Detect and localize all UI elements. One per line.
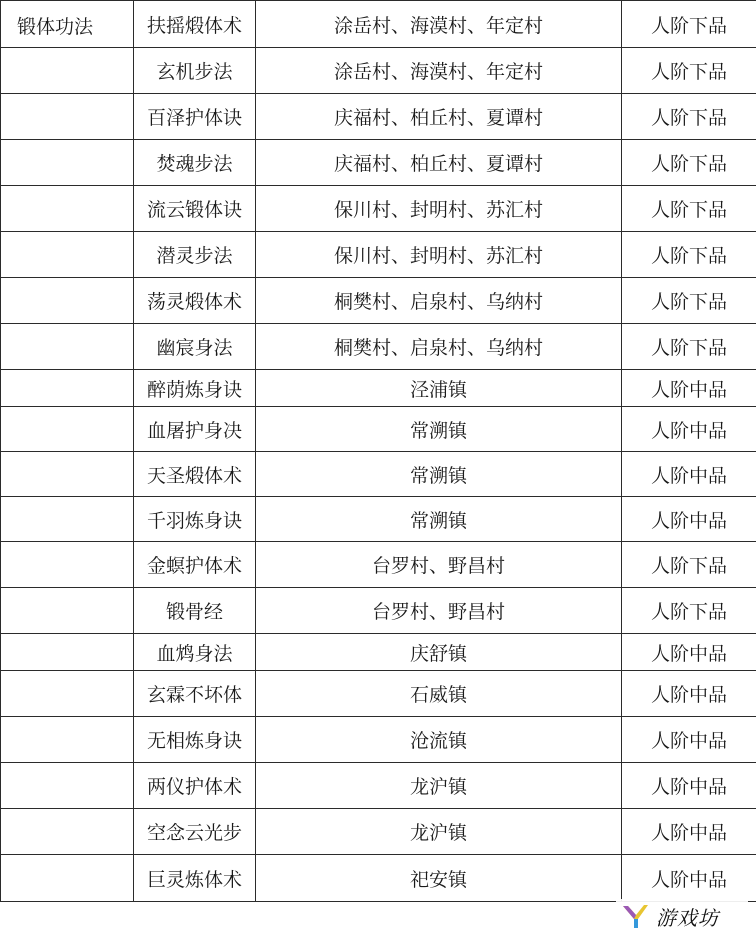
- grade-cell: 人阶中品: [622, 407, 756, 452]
- table-row: [1, 370, 756, 407]
- table-row: [1, 588, 756, 634]
- table-row: [1, 855, 756, 902]
- skill-name-cell: 无相炼身诀: [134, 717, 256, 763]
- grade-cell: 人阶中品: [622, 370, 756, 407]
- location-cell: 龙沪镇: [256, 763, 622, 809]
- grade-cell: 人阶中品: [622, 717, 756, 763]
- youxifang-logo-icon: [620, 901, 650, 931]
- skill-name-cell: 空念云光步: [134, 809, 256, 855]
- grade-cell: 人阶中品: [622, 671, 756, 717]
- skill-name-cell: 潜灵步法: [134, 232, 256, 278]
- table-row: [1, 48, 756, 94]
- table-row: [1, 809, 756, 855]
- skill-name-cell: 百泽护体诀: [134, 94, 256, 140]
- skill-name-cell: 天圣煅体术: [134, 452, 256, 497]
- category-cell-empty: [1, 232, 134, 278]
- skill-name-cell: 血屠护身决: [134, 407, 256, 452]
- skill-name-cell: 千羽炼身诀: [134, 497, 256, 542]
- grade-cell: 人阶下品: [622, 140, 756, 186]
- location-cell: 桐樊村、启泉村、乌纳村: [256, 324, 622, 370]
- table-row: [1, 634, 756, 671]
- grade-cell: 人阶中品: [622, 809, 756, 855]
- skill-name-cell: 醉荫炼身诀: [134, 370, 256, 407]
- skill-name-cell: 焚魂步法: [134, 140, 256, 186]
- skill-name-cell: 巨灵炼体术: [134, 855, 256, 902]
- table-row: [1, 542, 756, 588]
- skill-name-cell: 幽宸身法: [134, 324, 256, 370]
- category-cell-empty: [1, 542, 134, 588]
- location-cell: 涂岳村、海漠村、年定村: [256, 48, 622, 94]
- location-cell: 台罗村、野昌村: [256, 588, 622, 634]
- grade-cell: 人阶中品: [622, 855, 756, 902]
- grade-cell: 人阶下品: [622, 232, 756, 278]
- table-row: [1, 324, 756, 370]
- category-cell-empty: [1, 671, 134, 717]
- grade-cell: 人阶下品: [622, 1, 756, 48]
- category-cell-empty: [1, 278, 134, 324]
- grade-cell: 人阶中品: [622, 634, 756, 671]
- grade-cell: 人阶下品: [622, 588, 756, 634]
- location-cell: 涂岳村、海漠村、年定村: [256, 1, 622, 48]
- table-row: [1, 278, 756, 324]
- location-cell: 沧流镇: [256, 717, 622, 763]
- category-cell-empty: [1, 588, 134, 634]
- watermark-text: 游戏坊: [656, 905, 719, 930]
- skill-name-cell: 金螟护体术: [134, 542, 256, 588]
- location-cell: 保川村、封明村、苏汇村: [256, 232, 622, 278]
- category-cell: 锻体功法: [1, 1, 134, 48]
- location-cell: 庆舒镇: [256, 634, 622, 671]
- skill-name-cell: 流云锻体诀: [134, 186, 256, 232]
- watermark: [616, 899, 748, 933]
- location-cell: 石威镇: [256, 671, 622, 717]
- category-cell-empty: [1, 763, 134, 809]
- category-cell-empty: [1, 717, 134, 763]
- location-cell: 泾浦镇: [256, 370, 622, 407]
- location-cell: 桐樊村、启泉村、乌纳村: [256, 278, 622, 324]
- location-cell: 保川村、封明村、苏汇村: [256, 186, 622, 232]
- grade-cell: 人阶下品: [622, 186, 756, 232]
- location-cell: 常溯镇: [256, 452, 622, 497]
- table-row: [1, 497, 756, 542]
- skill-name-cell: 血鸩身法: [134, 634, 256, 671]
- grade-cell: 人阶下品: [622, 94, 756, 140]
- skill-name-cell: 两仪护体术: [134, 763, 256, 809]
- category-cell-empty: [1, 140, 134, 186]
- table-row: [1, 186, 756, 232]
- category-cell-empty: [1, 452, 134, 497]
- location-cell: 庆福村、柏丘村、夏谭村: [256, 94, 622, 140]
- location-cell: 龙沪镇: [256, 809, 622, 855]
- skill-name-cell: 玄霖不坏体: [134, 671, 256, 717]
- table-row: [1, 671, 756, 717]
- category-cell-empty: [1, 48, 134, 94]
- grade-cell: 人阶中品: [622, 497, 756, 542]
- category-cell-empty: [1, 94, 134, 140]
- location-cell: 祀安镇: [256, 855, 622, 902]
- table-row: [1, 407, 756, 452]
- location-cell: 常溯镇: [256, 407, 622, 452]
- grade-cell: 人阶下品: [622, 324, 756, 370]
- category-cell-empty: [1, 370, 134, 407]
- table-row: [1, 140, 756, 186]
- category-cell-empty: [1, 407, 134, 452]
- location-cell: 台罗村、野昌村: [256, 542, 622, 588]
- grade-cell: 人阶中品: [622, 452, 756, 497]
- location-cell: 常溯镇: [256, 497, 622, 542]
- grade-cell: 人阶中品: [622, 763, 756, 809]
- table-row: [1, 763, 756, 809]
- category-cell-empty: [1, 186, 134, 232]
- skill-name-cell: 荡灵煅体术: [134, 278, 256, 324]
- skill-name-cell: 扶摇煅体术: [134, 1, 256, 48]
- grade-cell: 人阶下品: [622, 278, 756, 324]
- category-cell-empty: [1, 497, 134, 542]
- location-cell: 庆福村、柏丘村、夏谭村: [256, 140, 622, 186]
- category-cell-empty: [1, 324, 134, 370]
- table-row: [1, 232, 756, 278]
- table-row: [1, 452, 756, 497]
- table-body: [1, 1, 756, 902]
- category-cell-empty: [1, 855, 134, 902]
- table-row: [1, 717, 756, 763]
- category-cell-empty: [1, 634, 134, 671]
- table-row: [1, 1, 756, 48]
- skill-name-cell: 玄机步法: [134, 48, 256, 94]
- category-cell-empty: [1, 809, 134, 855]
- skill-name-cell: 锻骨经: [134, 588, 256, 634]
- grade-cell: 人阶下品: [622, 542, 756, 588]
- grade-cell: 人阶下品: [622, 48, 756, 94]
- table-row: [1, 94, 756, 140]
